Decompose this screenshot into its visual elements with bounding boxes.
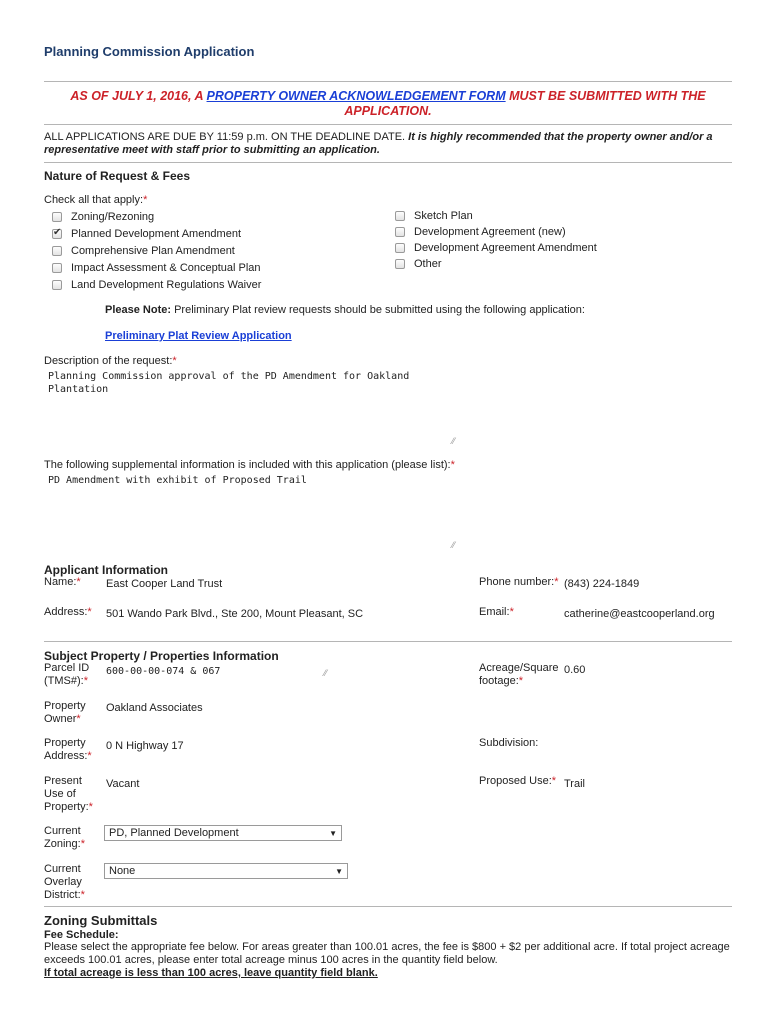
proposed-use-label: Proposed Use:* bbox=[479, 775, 557, 787]
phone-input[interactable]: (843) 224-1849 bbox=[564, 578, 640, 590]
checkbox[interactable] bbox=[52, 280, 62, 290]
phone-label: Phone number:* bbox=[479, 576, 559, 588]
subdivision-label: Subdivision: bbox=[479, 737, 539, 749]
checkbox[interactable] bbox=[52, 246, 62, 256]
supplemental-textarea[interactable]: PD Amendment with exhibit of Proposed Trail bbox=[48, 475, 307, 486]
checkbox-checked[interactable] bbox=[52, 229, 62, 239]
fee-schedule-text: Please select the appropriate fee below. For areas greater than 100.01 acres, the fee is $800 + $2 per additional acre. If total project acreage exceeds 100.01 acres, please enter total acreage minus 100 acres in the quantity field below. bbox=[44, 941, 730, 966]
option-zoning-rezoning[interactable]: Zoning/Rezoning bbox=[52, 210, 154, 224]
option-impact-assessment[interactable]: Impact Assessment & Conceptual Plan bbox=[52, 261, 261, 275]
dropdown-arrow-icon: ▼ bbox=[329, 828, 337, 838]
parcel-label: Parcel ID (TMS#):* bbox=[44, 662, 90, 687]
divider bbox=[44, 124, 732, 125]
option-development-agreement-amendment[interactable]: Development Agreement Amendment bbox=[395, 241, 597, 255]
address-label: Address:* bbox=[44, 606, 92, 618]
divider bbox=[44, 81, 732, 82]
checkbox[interactable] bbox=[395, 211, 405, 221]
email-input[interactable]: catherine@eastcooperland.org bbox=[564, 608, 715, 620]
checkbox[interactable] bbox=[52, 263, 62, 273]
deadline-recommendation: It is highly recommended that the property owner and/or a representative meet with staff prior to submitting an application. bbox=[44, 131, 713, 156]
description-label: Description of the request:* bbox=[44, 355, 177, 367]
divider bbox=[44, 906, 732, 907]
checkbox[interactable] bbox=[395, 243, 405, 253]
notice-prefix: AS OF JULY 1, 2016, A bbox=[70, 89, 207, 103]
name-label: Name:* bbox=[44, 576, 81, 588]
deadline-text: ALL APPLICATIONS ARE DUE BY 11:59 p.m. ON THE DEADLINE DATE. bbox=[44, 131, 409, 143]
overlay-district-label: Current Overlay District:* bbox=[44, 863, 85, 901]
property-address-input[interactable]: 0 N Highway 17 bbox=[106, 740, 184, 752]
present-use-input[interactable]: Vacant bbox=[106, 778, 140, 790]
description-textarea[interactable]: Planning Commission approval of the PD Amendment for Oakland Plantation bbox=[48, 371, 410, 395]
owner-input[interactable]: Oakland Associates bbox=[106, 702, 203, 714]
notice-banner bbox=[44, 89, 732, 119]
check-all-label: Check all that apply:* bbox=[44, 194, 148, 206]
checkbox[interactable] bbox=[395, 259, 405, 269]
owner-label: Property Owner* bbox=[44, 700, 86, 725]
acreage-input[interactable]: 0.60 bbox=[564, 664, 586, 676]
fee-schedule-heading: Fee Schedule: bbox=[44, 929, 119, 941]
preliminary-plat-note: Please Note: Preliminary Plat review requests should be submitted using the following application: bbox=[105, 304, 585, 316]
resize-handle-icon[interactable]: ⁄⁄ bbox=[452, 436, 456, 446]
property-address-label: Property Address:* bbox=[44, 737, 92, 762]
name-input[interactable]: East Cooper Land Trust bbox=[106, 578, 223, 590]
dropdown-arrow-icon: ▼ bbox=[335, 866, 343, 876]
notice-suffix: MUST BE SUBMITTED WITH THE APPLICATION. bbox=[344, 89, 706, 118]
nature-heading: Nature of Request & Fees bbox=[44, 169, 191, 183]
option-other[interactable]: Other bbox=[395, 257, 442, 271]
current-zoning-select[interactable]: PD, Planned Development ▼ bbox=[104, 825, 342, 841]
proposed-use-input[interactable]: Trail bbox=[564, 778, 585, 790]
divider bbox=[44, 641, 732, 642]
applicant-heading: Applicant Information bbox=[44, 563, 168, 577]
fee-schedule-note: If total acreage is less than 100 acres, leave quantity field blank. bbox=[44, 967, 378, 979]
option-development-agreement-new[interactable]: Development Agreement (new) bbox=[395, 225, 566, 239]
checkbox[interactable] bbox=[52, 212, 62, 222]
option-sketch-plan[interactable]: Sketch Plan bbox=[395, 209, 473, 223]
present-use-label: Present Use of Property:* bbox=[44, 775, 93, 813]
address-input[interactable]: 501 Wando Park Blvd., Ste 200, Mount Pleasant, SC bbox=[106, 608, 364, 620]
email-label: Email:* bbox=[479, 606, 514, 618]
parcel-input[interactable]: 600-00-00-074 & 067 bbox=[106, 666, 221, 677]
overlay-district-select[interactable]: None ▼ bbox=[104, 863, 348, 879]
option-comprehensive-plan-amendment[interactable]: Comprehensive Plan Amendment bbox=[52, 244, 235, 258]
resize-handle-icon[interactable]: ⁄⁄ bbox=[452, 540, 456, 550]
current-zoning-label: Current Zoning:* bbox=[44, 825, 85, 850]
zoning-submittals-heading: Zoning Submittals bbox=[44, 913, 158, 928]
checkbox[interactable] bbox=[395, 227, 405, 237]
page-title: Planning Commission Application bbox=[44, 44, 255, 59]
acreage-label: Acreage/Square footage:* bbox=[479, 662, 559, 687]
option-ldr-waiver[interactable]: Land Development Regulations Waiver bbox=[52, 278, 261, 292]
property-owner-acknowledgement-link[interactable]: PROPERTY OWNER ACKNOWLEDGEMENT FORM bbox=[206, 89, 506, 103]
preliminary-plat-link[interactable]: Preliminary Plat Review Application bbox=[105, 330, 292, 342]
option-planned-development-amendment[interactable]: ✔ Planned Development Amendment bbox=[52, 227, 241, 241]
resize-handle-icon[interactable]: ⁄⁄ bbox=[324, 668, 328, 678]
deadline-notice bbox=[44, 131, 732, 157]
subject-heading: Subject Property / Properties Information bbox=[44, 649, 279, 663]
divider bbox=[44, 162, 732, 163]
supplemental-label: The following supplemental information is included with this application (please list):* bbox=[44, 459, 455, 471]
